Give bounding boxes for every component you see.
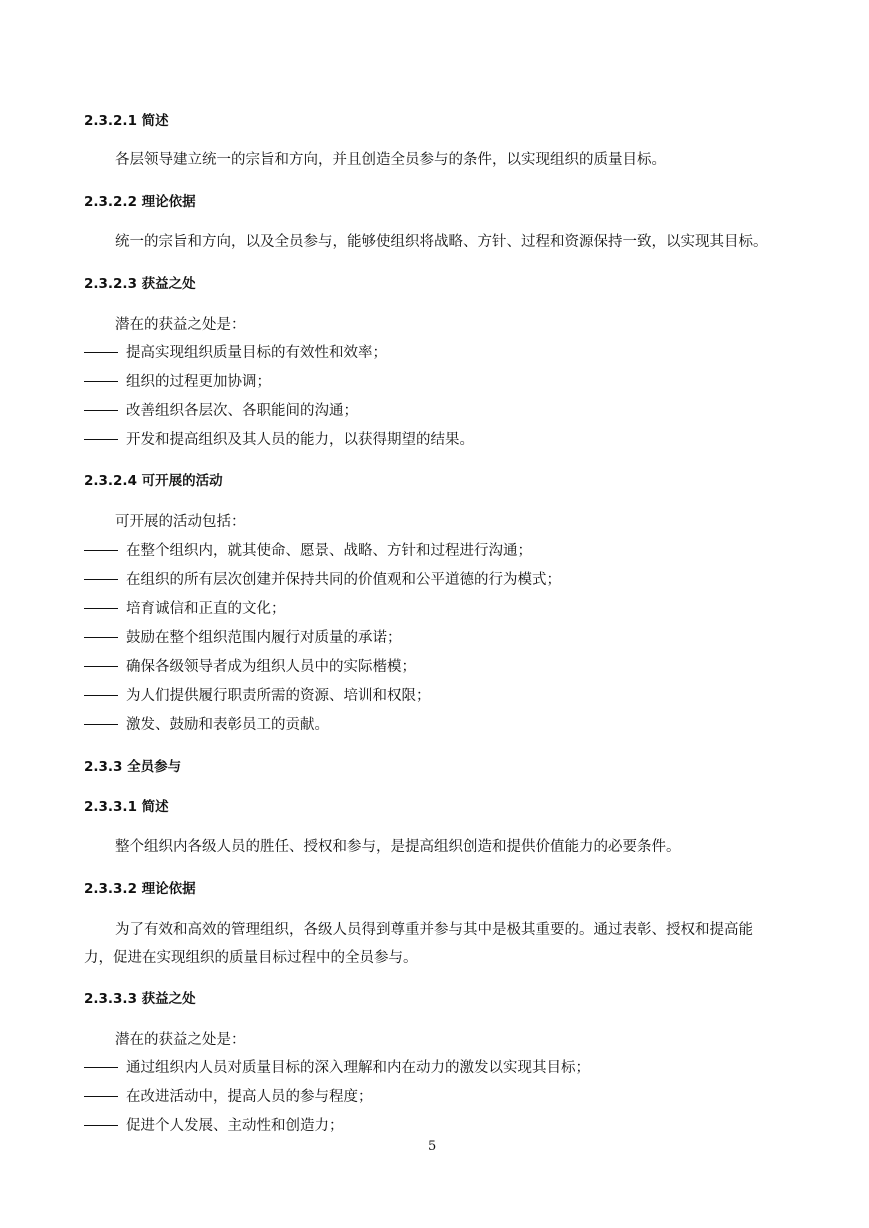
dash-bullet bbox=[84, 579, 118, 580]
dash-bullet bbox=[84, 1067, 118, 1068]
dash-bullet bbox=[84, 1125, 118, 1126]
paragraph-2-3-2-2: 统一的宗旨和方向，以及全员参与，能够使组织将战略、方针、过程和资源保持一致，以实现其目标。 bbox=[115, 234, 768, 250]
list-item: 提高实现组织质量目标的有效性和效率； bbox=[84, 343, 387, 363]
paragraph-2-3-2-1: 各层领导建立统一的宗旨和方向，并且创造全员参与的条件，以实现组织的质量目标。 bbox=[115, 152, 666, 168]
list-item: 鼓励在整个组织范围内履行对质量的承诺； bbox=[84, 628, 402, 648]
paragraph-2-3-3-1: 整个组织内各级人员的胜任、授权和参与，是提高组织创造和提供价值能力的必要条件。 bbox=[115, 839, 681, 855]
heading-2-3-2-3: 2.3.2.3 获益之处 bbox=[84, 276, 196, 292]
heading-2-3-2-4: 2.3.2.4 可开展的活动 bbox=[84, 473, 223, 489]
list-item: 开发和提高组织及其人员的能力，以获得期望的结果。 bbox=[84, 430, 474, 450]
dash-bullet bbox=[84, 439, 118, 440]
list-item: 确保各级领导者成为组织人员中的实际楷模； bbox=[84, 657, 416, 677]
list-item: 在组织的所有层次创建并保持共同的价值观和公平道德的行为模式； bbox=[84, 570, 561, 590]
list-item: 在改进活动中，提高人员的参与程度； bbox=[84, 1087, 373, 1107]
list-item: 改善组织各层次、各职能间的沟通； bbox=[84, 401, 358, 421]
intro-2-3-3-3: 潜在的获益之处是： bbox=[115, 1032, 246, 1048]
heading-2-3-3-1: 2.3.3.1 简述 bbox=[84, 799, 169, 815]
dash-bullet bbox=[84, 550, 118, 551]
heading-2-3-3: 2.3.3 全员参与 bbox=[84, 759, 182, 775]
paragraph-2-3-3-2-line1: 为了有效和高效的管理组织，各级人员得到尊重并参与其中是极其重要的。通过表彰、授权和提高能 bbox=[115, 922, 753, 938]
paragraph-2-3-3-2-line2: 力，促进在实现组织的质量目标过程中的全员参与。 bbox=[84, 950, 418, 966]
heading-2-3-3-3: 2.3.3.3 获益之处 bbox=[84, 991, 196, 1007]
dash-bullet bbox=[84, 695, 118, 696]
dash-bullet bbox=[84, 608, 118, 609]
intro-2-3-2-4: 可开展的活动包括： bbox=[115, 514, 246, 530]
dash-bullet bbox=[84, 381, 118, 382]
list-item: 为人们提供履行职责所需的资源、培训和权限； bbox=[84, 686, 431, 706]
list-item: 促进个人发展、主动性和创造力； bbox=[84, 1116, 344, 1136]
dash-bullet bbox=[84, 637, 118, 638]
dash-bullet bbox=[84, 352, 118, 353]
page-number: 5 bbox=[428, 1139, 437, 1154]
list-item: 组织的过程更加协调； bbox=[84, 372, 271, 392]
heading-2-3-2-2: 2.3.2.2 理论依据 bbox=[84, 194, 196, 210]
dash-bullet bbox=[84, 1096, 118, 1097]
heading-2-3-2-1: 2.3.2.1 简述 bbox=[84, 113, 169, 129]
list-item: 通过组织内人员对质量目标的深入理解和内在动力的激发以实现其目标； bbox=[84, 1058, 590, 1078]
list-item: 在整个组织内，就其使命、愿景、战略、方针和过程进行沟通； bbox=[84, 541, 532, 561]
dash-bullet bbox=[84, 410, 118, 411]
heading-2-3-3-2: 2.3.3.2 理论依据 bbox=[84, 881, 196, 897]
dash-bullet bbox=[84, 724, 118, 725]
list-item: 培育诚信和正直的文化； bbox=[84, 599, 286, 619]
list-item: 激发、鼓励和表彰员工的贡献。 bbox=[84, 715, 329, 735]
intro-2-3-2-3: 潜在的获益之处是： bbox=[115, 317, 246, 333]
dash-bullet bbox=[84, 666, 118, 667]
